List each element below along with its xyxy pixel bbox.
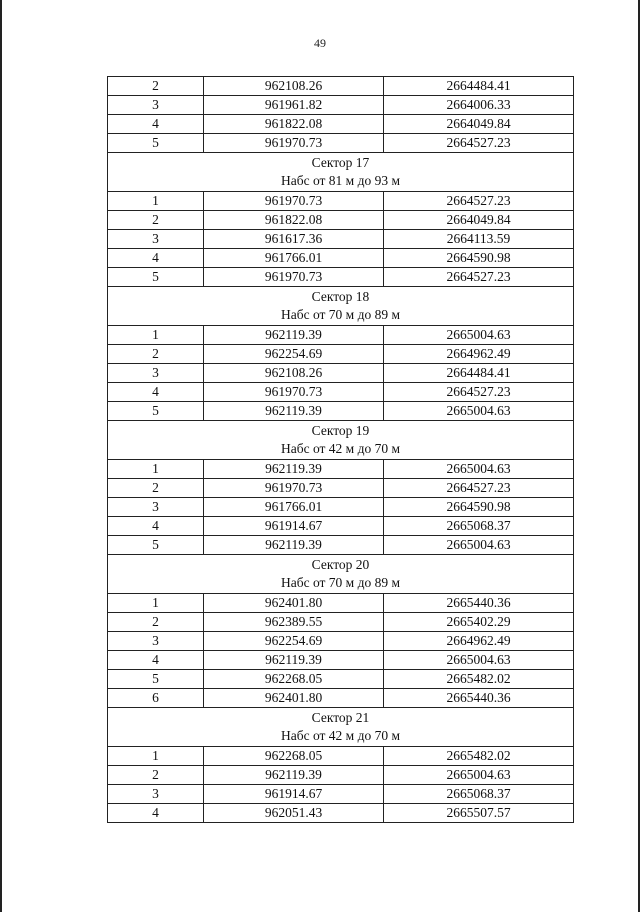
point-number-cell: 2 — [108, 211, 204, 230]
x-coordinate-cell: 961822.08 — [204, 211, 384, 230]
sector-name: Сектор 20 — [311, 557, 370, 572]
point-number-cell: 4 — [108, 115, 204, 134]
point-number-cell: 4 — [108, 249, 204, 268]
y-coordinate-cell: 2665402.29 — [384, 613, 574, 632]
x-coordinate-cell: 962119.39 — [204, 766, 384, 785]
y-coordinate-cell: 2665482.02 — [384, 670, 574, 689]
y-coordinate-cell: 2664527.23 — [384, 268, 574, 287]
point-number-cell: 2 — [108, 613, 204, 632]
table-row — [108, 383, 574, 402]
table-row — [108, 613, 574, 632]
sector-name: Сектор 19 — [311, 423, 370, 438]
y-coordinate-cell: 2665004.63 — [384, 651, 574, 670]
x-coordinate-cell: 962119.39 — [204, 402, 384, 421]
sector-name: Сектор 17 — [311, 155, 370, 170]
y-coordinate-cell: 2665004.63 — [384, 402, 574, 421]
table-row — [108, 345, 574, 364]
sector-header-row — [108, 421, 574, 460]
point-number-cell: 4 — [108, 804, 204, 823]
y-coordinate-cell: 2664006.33 — [384, 96, 574, 115]
table-row — [108, 134, 574, 153]
table-row — [108, 230, 574, 249]
x-coordinate-cell: 962254.69 — [204, 345, 384, 364]
point-number-cell: 1 — [108, 192, 204, 211]
x-coordinate-cell: 962108.26 — [204, 364, 384, 383]
point-number-cell: 5 — [108, 536, 204, 555]
x-coordinate-cell: 961961.82 — [204, 96, 384, 115]
point-number-cell: 3 — [108, 230, 204, 249]
x-coordinate-cell: 961970.73 — [204, 134, 384, 153]
sector-header-cell — [108, 555, 574, 594]
sector-header-row — [108, 555, 574, 594]
y-coordinate-cell: 2664962.49 — [384, 345, 574, 364]
y-coordinate-cell: 2664484.41 — [384, 77, 574, 96]
point-number-cell: 1 — [108, 460, 204, 479]
sector-name: Сектор 21 — [311, 710, 370, 725]
table-row — [108, 460, 574, 479]
x-coordinate-cell: 962051.43 — [204, 804, 384, 823]
table-row — [108, 651, 574, 670]
y-coordinate-cell: 2664049.84 — [384, 211, 574, 230]
x-coordinate-cell: 961914.67 — [204, 785, 384, 804]
table-row — [108, 498, 574, 517]
y-coordinate-cell: 2664527.23 — [384, 134, 574, 153]
y-coordinate-cell: 2664484.41 — [384, 364, 574, 383]
y-coordinate-cell: 2664049.84 — [384, 115, 574, 134]
point-number-cell: 4 — [108, 383, 204, 402]
table-row — [108, 670, 574, 689]
table-row — [108, 402, 574, 421]
point-number-cell: 1 — [108, 747, 204, 766]
y-coordinate-cell: 2665482.02 — [384, 747, 574, 766]
page-number: 49 — [314, 36, 326, 50]
y-coordinate-cell: 2664527.23 — [384, 479, 574, 498]
sector-header-row — [108, 153, 574, 192]
point-number-cell: 5 — [108, 670, 204, 689]
table-row — [108, 77, 574, 96]
x-coordinate-cell: 961766.01 — [204, 249, 384, 268]
sector-depth-range: Набс от 42 м до 70 м — [280, 441, 401, 456]
y-coordinate-cell: 2665004.63 — [384, 536, 574, 555]
point-number-cell: 5 — [108, 268, 204, 287]
table-row — [108, 689, 574, 708]
table-row — [108, 249, 574, 268]
sector-header-cell — [108, 287, 574, 326]
x-coordinate-cell: 961970.73 — [204, 383, 384, 402]
y-coordinate-cell: 2665004.63 — [384, 326, 574, 345]
x-coordinate-cell: 962254.69 — [204, 632, 384, 651]
table-row — [108, 326, 574, 345]
sector-header-cell — [108, 708, 574, 747]
sector-header-row — [108, 708, 574, 747]
x-coordinate-cell: 962268.05 — [204, 670, 384, 689]
point-number-cell: 4 — [108, 517, 204, 536]
y-coordinate-cell: 2665440.36 — [384, 689, 574, 708]
x-coordinate-cell: 962119.39 — [204, 326, 384, 345]
sector-depth-range: Набс от 70 м до 89 м — [280, 575, 401, 590]
point-number-cell: 1 — [108, 594, 204, 613]
sector-header-row — [108, 287, 574, 326]
y-coordinate-cell: 2664527.23 — [384, 383, 574, 402]
point-number-cell: 3 — [108, 785, 204, 804]
point-number-cell: 2 — [108, 345, 204, 364]
y-coordinate-cell: 2664113.59 — [384, 230, 574, 249]
y-coordinate-cell: 2664962.49 — [384, 632, 574, 651]
point-number-cell: 5 — [108, 134, 204, 153]
y-coordinate-cell: 2664527.23 — [384, 192, 574, 211]
table-row — [108, 632, 574, 651]
point-number-cell: 6 — [108, 689, 204, 708]
x-coordinate-cell: 961914.67 — [204, 517, 384, 536]
table-row — [108, 536, 574, 555]
x-coordinate-cell: 962389.55 — [204, 613, 384, 632]
table-row — [108, 804, 574, 823]
table-row — [108, 785, 574, 804]
table-row — [108, 96, 574, 115]
point-number-cell: 2 — [108, 479, 204, 498]
table-row — [108, 479, 574, 498]
table-row — [108, 268, 574, 287]
x-coordinate-cell: 962401.80 — [204, 594, 384, 613]
point-number-cell: 4 — [108, 651, 204, 670]
table-row — [108, 747, 574, 766]
x-coordinate-cell: 962119.39 — [204, 460, 384, 479]
point-number-cell: 1 — [108, 326, 204, 345]
coordinates-table-body — [108, 77, 574, 823]
sector-header-cell — [108, 421, 574, 460]
x-coordinate-cell: 962268.05 — [204, 747, 384, 766]
sector-depth-range: Набс от 42 м до 70 м — [280, 728, 401, 743]
sector-name: Сектор 18 — [311, 289, 370, 304]
coordinates-table — [107, 76, 574, 823]
sector-depth-range: Набс от 70 м до 89 м — [280, 307, 401, 322]
point-number-cell: 3 — [108, 364, 204, 383]
x-coordinate-cell: 961766.01 — [204, 498, 384, 517]
x-coordinate-cell: 962401.80 — [204, 689, 384, 708]
y-coordinate-cell: 2664590.98 — [384, 498, 574, 517]
table-row — [108, 115, 574, 134]
x-coordinate-cell: 961617.36 — [204, 230, 384, 249]
x-coordinate-cell: 961970.73 — [204, 479, 384, 498]
x-coordinate-cell: 961970.73 — [204, 268, 384, 287]
table-row — [108, 517, 574, 536]
point-number-cell: 5 — [108, 402, 204, 421]
y-coordinate-cell: 2665004.63 — [384, 766, 574, 785]
y-coordinate-cell: 2664590.98 — [384, 249, 574, 268]
y-coordinate-cell: 2665440.36 — [384, 594, 574, 613]
x-coordinate-cell: 962108.26 — [204, 77, 384, 96]
x-coordinate-cell: 961822.08 — [204, 115, 384, 134]
table-row — [108, 211, 574, 230]
y-coordinate-cell: 2665068.37 — [384, 785, 574, 804]
sector-header-cell — [108, 153, 574, 192]
x-coordinate-cell: 961970.73 — [204, 192, 384, 211]
point-number-cell: 3 — [108, 96, 204, 115]
x-coordinate-cell: 962119.39 — [204, 536, 384, 555]
y-coordinate-cell: 2665004.63 — [384, 460, 574, 479]
table-row — [108, 364, 574, 383]
point-number-cell: 3 — [108, 632, 204, 651]
table-row — [108, 766, 574, 785]
sector-depth-range: Набс от 81 м до 93 м — [280, 173, 401, 188]
y-coordinate-cell: 2665068.37 — [384, 517, 574, 536]
point-number-cell: 2 — [108, 766, 204, 785]
point-number-cell: 3 — [108, 498, 204, 517]
point-number-cell: 2 — [108, 77, 204, 96]
x-coordinate-cell: 962119.39 — [204, 651, 384, 670]
table-row — [108, 594, 574, 613]
table-row — [108, 192, 574, 211]
y-coordinate-cell: 2665507.57 — [384, 804, 574, 823]
